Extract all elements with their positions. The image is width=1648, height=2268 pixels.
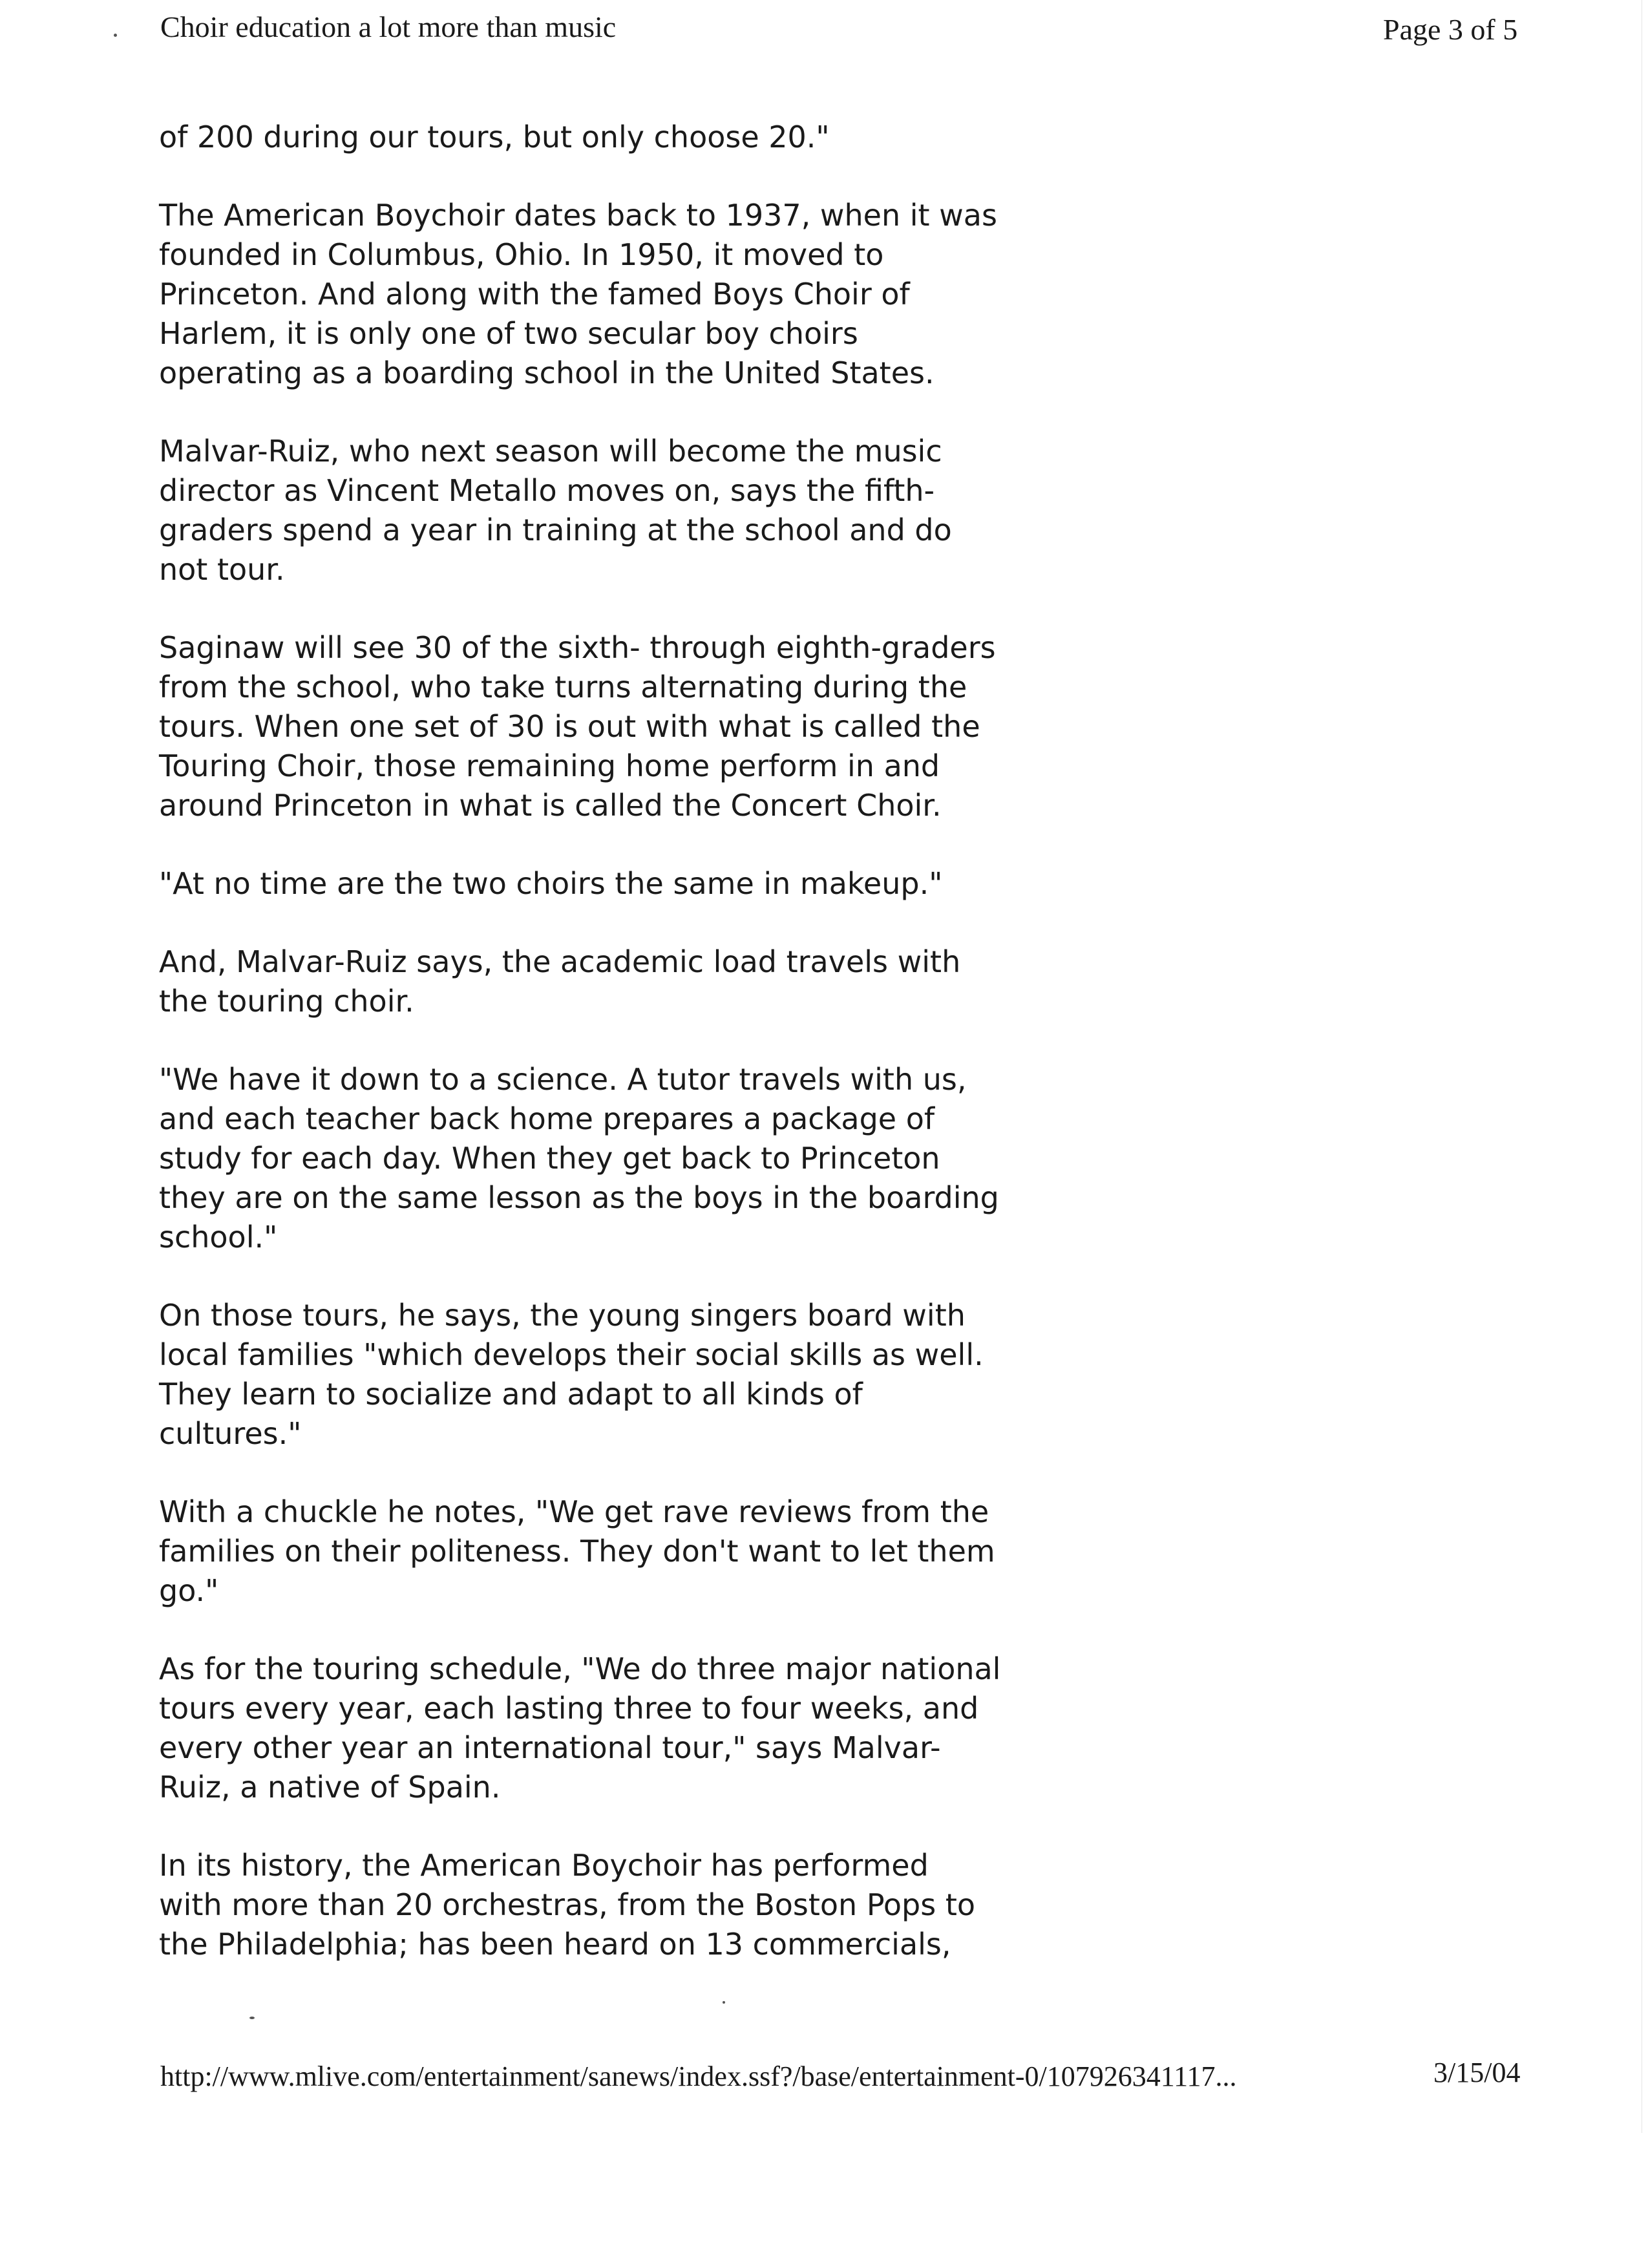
paragraph — [159, 628, 1077, 825]
scan-speck — [114, 34, 117, 37]
text-line: go." — [159, 1573, 219, 1608]
text-line: "We have it down to a science. A tutor travels with us, — [159, 1062, 967, 1097]
paragraph — [159, 432, 1077, 589]
text-line: And, Malvar-Ruiz says, the academic load travels with — [159, 944, 961, 979]
text-line: On those tours, he says, the young singers board with — [159, 1298, 966, 1333]
paragraph — [159, 1296, 1077, 1454]
text-line: tours every year, each lasting three to four weeks, and — [159, 1691, 979, 1726]
text-line: "At no time are the two choirs the same in makeup." — [159, 866, 943, 901]
text-line: study for each day. When they get back to Princeton — [159, 1141, 940, 1176]
text-line: tours. When one set of 30 is out with what is called the — [159, 709, 980, 744]
paragraph — [159, 942, 1077, 1021]
article-body — [159, 118, 1077, 2003]
text-line: The American Boychoir dates back to 1937, when it was — [159, 198, 997, 233]
text-line: school." — [159, 1220, 278, 1255]
print-date: 3/15/04 — [1433, 2057, 1521, 2088]
text-line: Malvar-Ruiz, who next season will become the music — [159, 434, 942, 469]
paragraph — [159, 1846, 1077, 1964]
text-line: and each teacher back home prepares a package of — [159, 1101, 935, 1136]
text-line: the touring choir. — [159, 984, 414, 1019]
text-line: With a chuckle he notes, "We get rave reviews from the — [159, 1494, 989, 1529]
text-line: local families "which develops their social skills as well. — [159, 1337, 984, 1372]
text-line: Harlem, it is only one of two secular boy choirs — [159, 316, 858, 351]
paragraph — [159, 1492, 1077, 1611]
text-line: Saginaw will see 30 of the sixth- through eighth-graders — [159, 630, 996, 665]
text-line: Ruiz, a native of Spain. — [159, 1770, 501, 1805]
paragraph — [159, 196, 1077, 393]
paragraph — [159, 1649, 1077, 1807]
text-line: the Philadelphia; has been heard on 13 commercials, — [159, 1927, 951, 1962]
text-line: not tour. — [159, 552, 285, 587]
text-line: Touring Choir, those remaining home perform in and — [159, 748, 940, 783]
paragraph — [159, 118, 1077, 157]
text-line: director as Vincent Metallo moves on, says the fifth- — [159, 473, 935, 508]
text-line: families on their politeness. They don't want to let them — [159, 1534, 995, 1569]
text-line: Princeton. And along with the famed Boys Choir of — [159, 277, 910, 312]
text-line: they are on the same lesson as the boys in the boarding — [159, 1180, 999, 1215]
paragraph — [159, 1060, 1077, 1257]
scan-speck — [723, 2001, 725, 2004]
header-title: Choir education a lot more than music — [160, 10, 617, 43]
text-line: of 200 during our tours, but only choose 20." — [159, 120, 830, 154]
text-line: In its history, the American Boychoir has performed — [159, 1848, 929, 1883]
page-number: Page 3 of 5 — [1383, 13, 1518, 46]
text-line: cultures." — [159, 1416, 302, 1451]
text-line: graders spend a year in training at the school and do — [159, 513, 952, 547]
text-line: with more than 20 orchestras, from the Boston Pops to — [159, 1887, 976, 1922]
scan-speck — [249, 2017, 255, 2019]
text-line: operating as a boarding school in the United States. — [159, 355, 935, 390]
text-line: They learn to socialize and adapt to all kinds of — [159, 1377, 863, 1412]
text-line: As for the touring schedule, "We do three major national — [159, 1651, 1001, 1686]
text-line: founded in Columbus, Ohio. In 1950, it moved to — [159, 237, 884, 272]
text-line: from the school, who take turns alternating during the — [159, 670, 967, 705]
paragraph — [159, 864, 1077, 904]
text-line: every other year an international tour," says Malvar- — [159, 1730, 941, 1765]
source-url: http://www.mlive.com/entertainment/sanews/index.ssf?/base/entertainment-0/107926341117... — [160, 2061, 1237, 2092]
text-line: around Princeton in what is called the Concert Choir. — [159, 788, 942, 823]
